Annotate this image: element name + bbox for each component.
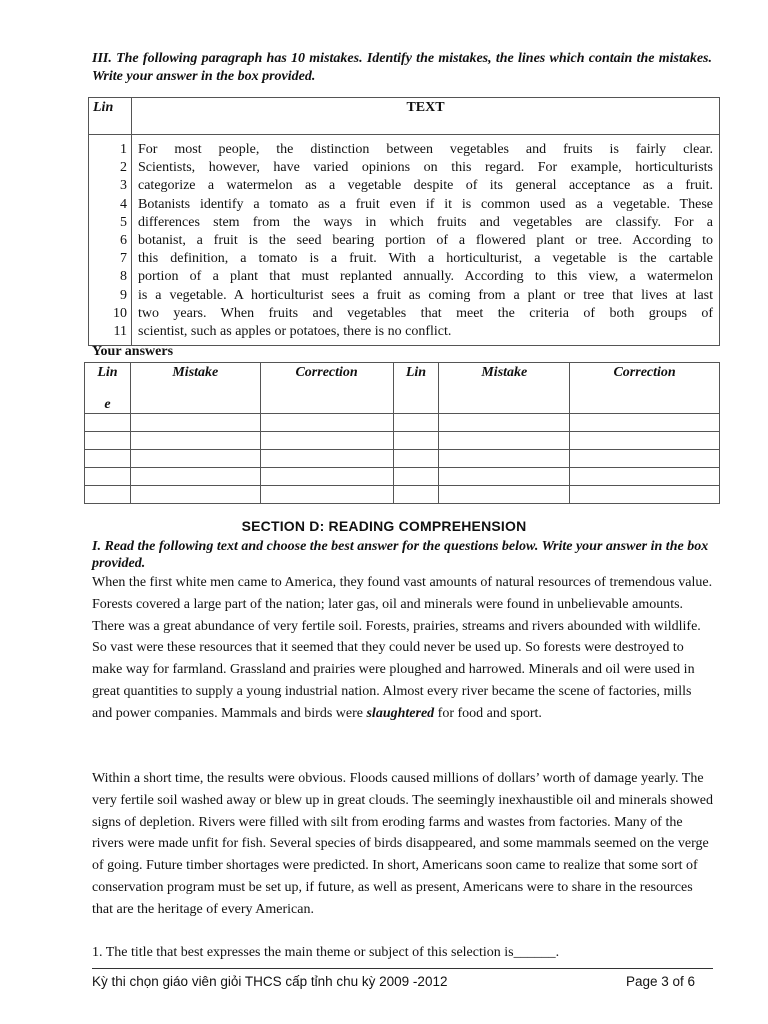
answer-cell[interactable] <box>260 432 393 450</box>
line-number: 3 <box>120 178 127 194</box>
answer-header-mistake-2: Mistake <box>439 363 570 414</box>
reading-paragraph-1: When the first white men came to America, they found vast amounts of natural resources of tremendous value. Forests covered a large part of the nation; later gas, oil and minerals were found in unbelievable amounts. There was a great abundance of very fertile soil. Forests, prairies, streams and rivers abounded with wildlife. So vast were these resources that it seemed that they could never be used up. So forests were destroyed to make way for farmland. Grassland and prairies were ploughed and harrowed. Minerals and oil were used in great quantities to supply a young industrial nation. Almost every river became the scene of factories, mills and power companies. Mammals and birds were slaughtered for food and sport. <box>92 575 713 721</box>
answer-cell[interactable] <box>85 486 131 504</box>
footer-divider <box>92 968 713 969</box>
answer-row <box>85 468 720 486</box>
footer-exam-title: Kỳ thi chọn giáo viên giỏi THCS cấp tỉnh chu kỳ 2009 -2012 <box>92 974 448 989</box>
answer-cell[interactable] <box>260 414 393 432</box>
answer-cell[interactable] <box>439 486 570 504</box>
answer-table <box>84 362 720 504</box>
answer-cell[interactable] <box>570 432 720 450</box>
answer-cell[interactable] <box>439 432 570 450</box>
line-column-header: Lin <box>89 98 132 135</box>
answer-cell[interactable] <box>393 450 439 468</box>
answer-cell[interactable] <box>570 414 720 432</box>
answer-header-mistake: Mistake <box>130 363 260 414</box>
error-text-table <box>88 97 720 346</box>
line-number: 1 <box>120 142 127 157</box>
answer-header-line: Lin e <box>85 363 131 414</box>
question-1: 1. The title that best expresses the main theme or subject of this selection is______. <box>92 945 560 960</box>
answer-cell[interactable] <box>85 414 131 432</box>
line-number: 9 <box>120 287 127 303</box>
text-line: Botanists identify a tomato as a fruit even if it is common used as a vegetable. These <box>138 196 713 212</box>
answer-cell[interactable] <box>130 450 260 468</box>
answer-cell[interactable] <box>439 468 570 486</box>
your-answers-title: Your answers <box>92 344 174 359</box>
text-line: categorize a watermelon as a vegetable despite of its general acceptance as a fruit. <box>138 178 713 194</box>
answer-cell[interactable] <box>130 432 260 450</box>
answer-header-correction-2: Correction <box>570 363 720 414</box>
line-number: 2 <box>120 160 127 176</box>
line-numbers-cell <box>89 135 132 346</box>
text-line: this definition, a tomato is a fruit. With a horticulturist, a vegetable is the cartable <box>138 251 713 267</box>
line-number: 4 <box>120 196 127 212</box>
line-number: 5 <box>120 214 127 230</box>
line-number: 7 <box>120 251 127 267</box>
text-line: botanist, a fruit is the seed bearing portion of a flowered plant or tree. According to <box>138 233 713 249</box>
line-number: 8 <box>120 269 127 285</box>
emphasized-word: slaughtered <box>366 705 435 721</box>
answer-row <box>85 486 720 504</box>
answer-cell[interactable] <box>130 468 260 486</box>
section-d-title: SECTION D: READING COMPREHENSION <box>241 518 527 534</box>
line-number: 6 <box>120 233 127 249</box>
answer-cell[interactable] <box>570 486 720 504</box>
answer-cell[interactable] <box>85 450 131 468</box>
answer-cell[interactable] <box>393 486 439 504</box>
answer-row <box>85 414 720 432</box>
page-number: Page 3 of 6 <box>626 974 696 989</box>
answer-cell[interactable] <box>130 414 260 432</box>
text-line: portion of a plant that must replanted annually. According to this view, a watermelon <box>138 269 713 285</box>
answer-cell[interactable] <box>85 468 131 486</box>
answer-cell[interactable] <box>130 486 260 504</box>
text-column-header: TEXT <box>132 98 720 135</box>
answer-cell[interactable] <box>260 450 393 468</box>
text-line: Scientists, however, have varied opinions on this regard. For example, horticulturists <box>138 160 713 176</box>
reading-paragraph-2: Within a short time, the results were obvious. Floods caused millions of dollars’ worth of damage yearly. The very fertile soil washed away or blew up in great clouds. The seemingly inexhaustible oil and minerals showed signs of depletion. Rivers were filled with silt from eroding farms and wastes from factories. Many of the rivers were made unfit for fish. Several species of birds disappeared, and some mammals seemed on the verge of going. Future timber shortages were predicted. In short, Americans soon came to realize that some sort of conservation program must be set up, if future, as well as present, Americans were to share in the resources that are the heritage of every American. <box>92 771 714 917</box>
text-line: scientist, such as apples or potatoes, there is no conflict. <box>138 324 452 340</box>
answer-cell[interactable] <box>439 450 570 468</box>
exercise-instruction: III. The following paragraph has 10 mistakes. Identify the mistakes, the lines which contain the mistakes. Write your answer in the box provided. <box>92 51 712 84</box>
answer-header-line-2: Lin <box>393 363 439 414</box>
answer-cell[interactable] <box>85 432 131 450</box>
answer-cell[interactable] <box>570 450 720 468</box>
reading-instruction: I. Read the following text and choose the best answer for the questions below. Write your answer in the box provided. <box>92 539 709 571</box>
text-line: For most people, the distinction between vegetables and fruits is fairly clear. <box>138 142 713 157</box>
text-lines-cell <box>132 135 720 346</box>
answer-cell[interactable] <box>393 414 439 432</box>
text-line: differences stem from the ways in which fruits and vegetables are classify. For a <box>138 214 713 230</box>
text-line: is a vegetable. A horticulturist sees a fruit as coming from a plant or tree that lives at last <box>138 287 713 303</box>
answer-cell[interactable] <box>260 468 393 486</box>
answer-header-correction: Correction <box>260 363 393 414</box>
answer-cell[interactable] <box>439 414 570 432</box>
answer-cell[interactable] <box>260 486 393 504</box>
line-number: 11 <box>113 324 127 340</box>
line-number: 10 <box>113 305 127 321</box>
answer-cell[interactable] <box>393 468 439 486</box>
answer-row <box>85 450 720 468</box>
answer-cell[interactable] <box>570 468 720 486</box>
answer-cell[interactable] <box>393 432 439 450</box>
answer-row <box>85 432 720 450</box>
text-line: two years. When fruits and vegetables that meet the criteria of both groups of <box>138 305 713 321</box>
